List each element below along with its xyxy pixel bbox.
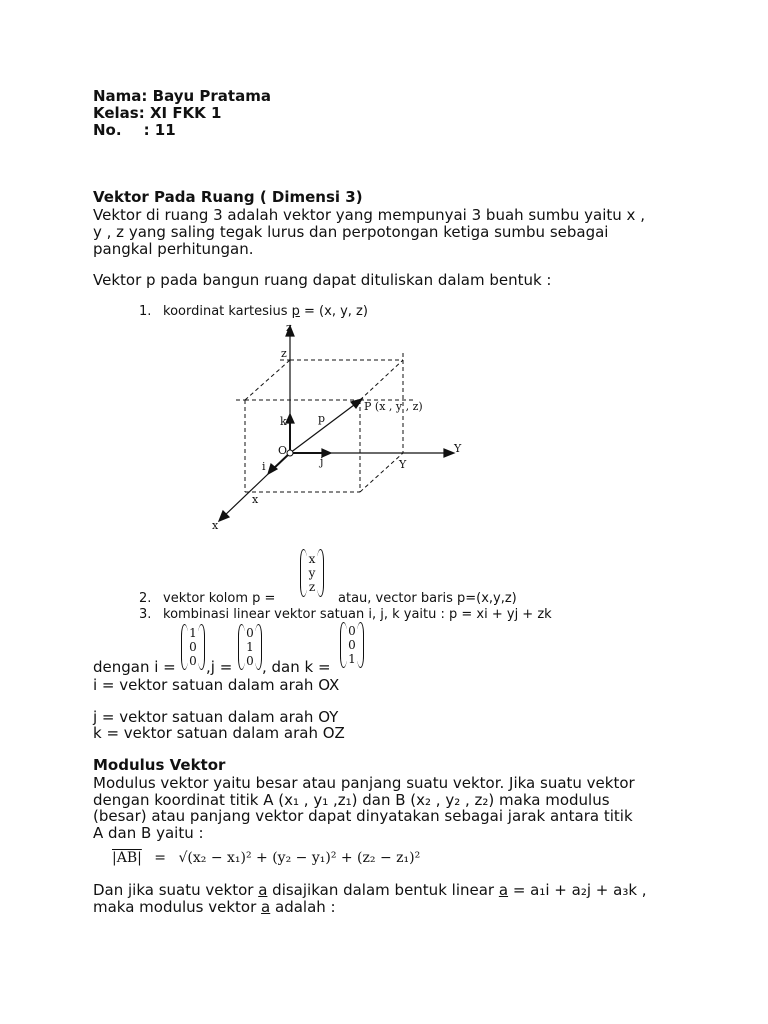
matrix-cell: 0	[246, 654, 254, 668]
matrix-cell: 0	[246, 626, 254, 640]
section-title-modulus: Modulus Vektor	[93, 756, 226, 774]
matrix-i-column	[181, 624, 205, 670]
vector-3d-diagram	[205, 318, 470, 533]
list-item-1	[139, 304, 368, 319]
text: adalah :	[270, 898, 336, 916]
para1-line1: Vektor di ruang 3 adalah vektor yang mempunyai 3 buah sumbu yaitu x ,	[93, 206, 645, 224]
formula-eq: =	[154, 850, 167, 866]
x-mark-label: x	[252, 493, 259, 506]
list-item-3	[139, 607, 552, 622]
list-item-2-rest: atau, vector baris p=(x,y,z)	[338, 591, 517, 606]
x-axis-label: x	[212, 519, 219, 532]
matrix-cell: 1	[246, 640, 254, 654]
matrix-cell: 1	[189, 626, 197, 640]
student-name: Nama: Bayu Pratama	[93, 87, 271, 105]
text: Dan jika suatu vektor	[93, 881, 259, 899]
matrix-cell: z	[308, 580, 316, 594]
def-k: k = vektor satuan dalam arah OZ	[93, 724, 345, 742]
matrix-p-column	[300, 549, 324, 597]
y-axis-label: Y	[454, 442, 462, 455]
k-label: k	[280, 415, 287, 428]
text: disajikan dalam bentuk linear	[267, 881, 499, 899]
list-num: 2.	[139, 591, 152, 606]
modulus-line3: (besar) atau panjang vektor dapat dinyatakan sebagai jarak antara titik	[93, 807, 633, 825]
p-label: p	[318, 412, 326, 425]
no-value: : 11	[143, 121, 176, 139]
def-j: j = vektor satuan dalam arah OY	[93, 708, 339, 726]
def-i: i = vektor satuan dalam arah OX	[93, 676, 340, 694]
list-num: 1.	[139, 304, 152, 319]
vector-a: a	[498, 881, 509, 899]
para1-line2: y , z yang saling tegak lurus dan perpotongan ketiga sumbu sebagai	[93, 223, 609, 241]
origin-label: O	[278, 444, 288, 457]
modulus-last-line2	[93, 899, 336, 916]
point-label: P (x , y , z)	[364, 400, 423, 413]
modulus-line2: dengan koordinat titik A (x₁ , y₁ ,z₁) dan B (x₂ , y₂ , z₂) maka modulus	[93, 791, 610, 809]
dan-k-label: , dan k =	[262, 658, 331, 676]
z-axis-label: z	[286, 321, 292, 334]
list-item-2	[139, 591, 275, 606]
matrix-cell: 0	[348, 638, 356, 652]
dengan-i-label: dengan i =	[93, 658, 176, 676]
matrix-cell: x	[308, 552, 316, 566]
list-text: kombinasi linear vektor satuan i, j, k yaitu : p = xi + yj + zk	[163, 607, 552, 622]
no-label: No.	[93, 121, 122, 139]
matrix-cell: y	[308, 566, 316, 580]
list-text: vektor kolom p =	[163, 591, 276, 606]
modulus-formula	[112, 850, 420, 866]
para2: Vektor p pada bangun ruang dapat dituliskan dalam bentuk :	[93, 271, 552, 289]
z-mark-label: z	[281, 347, 287, 360]
matrix-cell: 0	[189, 640, 197, 654]
list-text: koordinat kartesius	[163, 304, 292, 319]
j-label: j	[320, 455, 324, 468]
matrix-k-column	[340, 622, 364, 668]
text: = a₁i + a₂j + a₃k ,	[508, 881, 647, 899]
list-text-rest: = (x, y, z)	[299, 304, 368, 319]
j-eq-label: ,j =	[206, 658, 233, 676]
formula-lhs: |AB|	[112, 850, 142, 866]
list-num: 3.	[139, 607, 152, 622]
y-mark-label: Y	[399, 458, 407, 471]
vector-a: a	[258, 881, 268, 899]
matrix-cell: 0	[348, 624, 356, 638]
vector-a: a	[261, 898, 271, 916]
i-label: i	[262, 460, 266, 473]
vector-p: p	[291, 304, 300, 319]
matrix-cell: 0	[189, 654, 197, 668]
modulus-last-line1	[93, 882, 647, 899]
text: maka modulus vektor	[93, 898, 262, 916]
matrix-j-column	[238, 624, 262, 670]
para1-line3: pangkal perhitungan.	[93, 240, 254, 258]
formula-rhs: √(x₂ − x₁)² + (y₂ − y₁)² + (z₂ − z₁)²	[178, 850, 421, 866]
modulus-line1: Modulus vektor yaitu besar atau panjang suatu vektor. Jika suatu vektor	[93, 774, 635, 792]
modulus-line4: A dan B yaitu :	[93, 824, 204, 842]
student-number	[93, 122, 176, 139]
section-title-vektor-ruang: Vektor Pada Ruang ( Dimensi 3)	[93, 188, 363, 206]
matrix-cell: 1	[348, 652, 356, 666]
student-class: Kelas: XI FKK 1	[93, 104, 222, 122]
